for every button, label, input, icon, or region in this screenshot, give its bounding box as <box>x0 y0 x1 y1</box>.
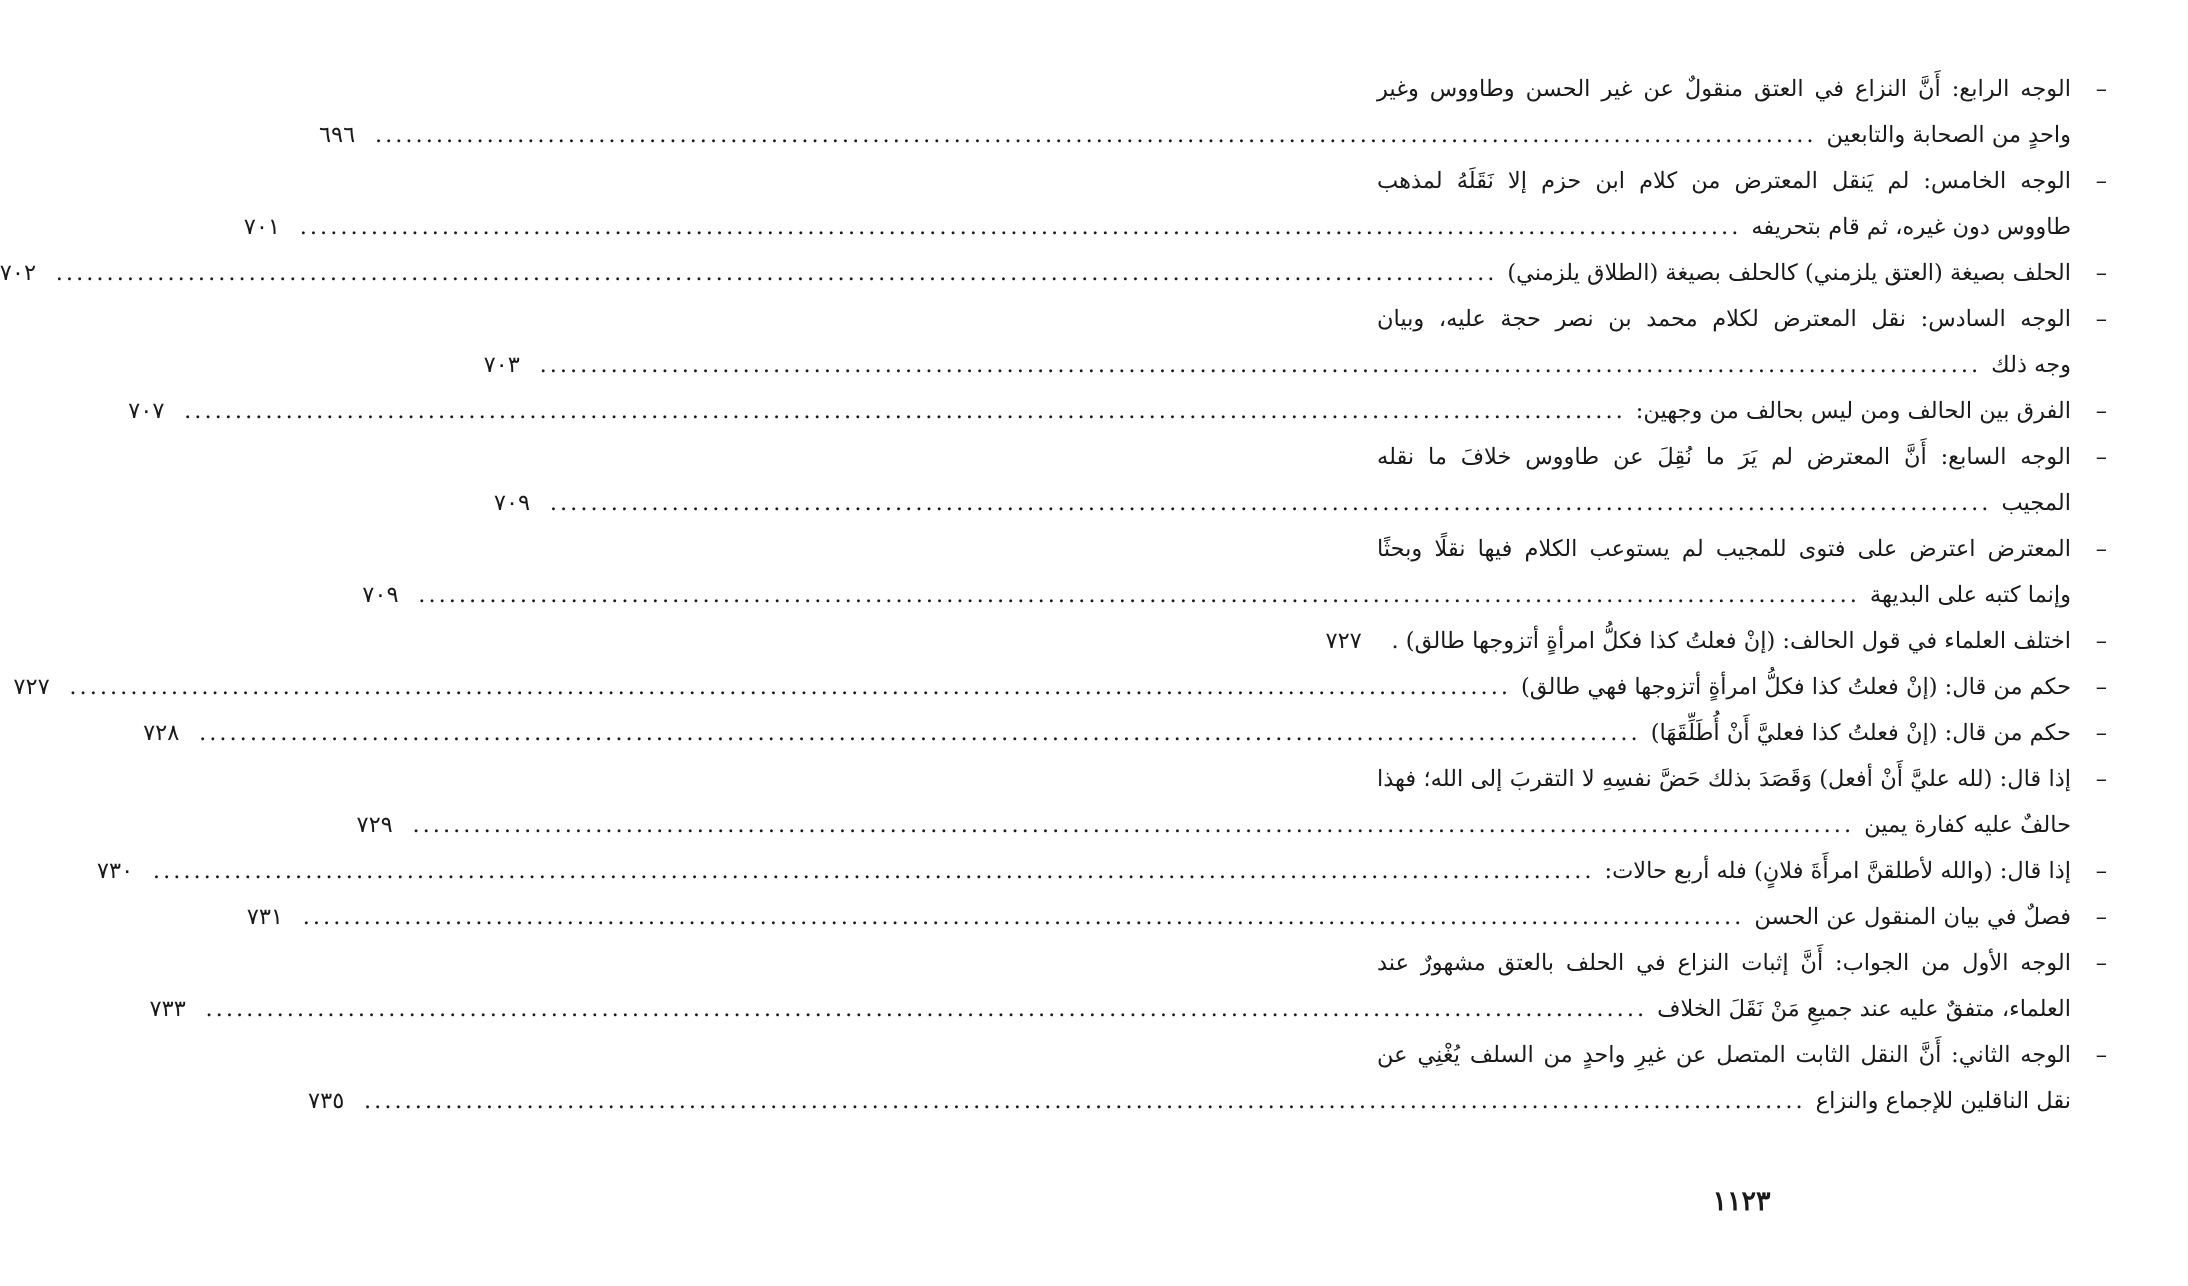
leader-dots: .............................................................................................................................................. <box>299 214 1742 240</box>
index-entry: – حكم من قال: (إنْ فعلتُ كذا فكلُّ امرأةٍ أتزوجها فهي طالق) .............................................................................................................................................. ٧٢٧ <box>1377 664 2107 710</box>
index-entry: – الوجه السادس: نقل المعترض لكلام محمد بن نصر حجة عليه، وبيان وجه ذلك .............................................................................................................................................. ٧٠٣ <box>1377 296 2107 388</box>
entry-text-line: إذا قال: (لله عليَّ أَنْ أفعل) وَقَصَدَ بذلك حَضَّ نفسِهِ لا التقربَ إلى الله؛ فهذا <box>1377 766 2071 792</box>
entry-page-number: ٧٢٧ <box>1325 628 1362 654</box>
index-entry: – إذا قال: (والله لأطلقنَّ امرأَةَ فلانٍ) فله أربع حالات: .............................................................................................................................................. ٧٣٠ <box>1377 848 2107 894</box>
leader-dots: .............................................................................................................................................. <box>152 858 1595 884</box>
entry-page-number: ٧٠٩ <box>493 490 531 516</box>
leader-dots: .............................................................................................................................................. <box>412 812 1855 838</box>
entry-text-line: فصلٌ في بيان المنقول عن الحسن <box>1754 904 2071 930</box>
entry-page-number: ٧٣١ <box>246 904 283 930</box>
entry-page-number: ٧٣٠ <box>96 858 134 884</box>
index-entry: – فصلٌ في بيان المنقول عن الحسن .............................................................................................................................................. ٧٣١ <box>1377 894 2107 940</box>
leader-dots: .............................................................................................................................................. <box>55 260 1498 286</box>
entry-page-number: ٧٠٣ <box>483 352 520 378</box>
entry-text-line: حكم من قال: (إنْ فعلتُ كذا فكلُّ امرأةٍ أتزوجها فهي طالق) <box>1521 674 2071 700</box>
entry-page-number: ٧٣٥ <box>308 1088 345 1114</box>
entry-page-number: ٧٠١ <box>243 214 281 240</box>
entry-page-number: ٧٢٧ <box>13 674 50 700</box>
index-entry: – الوجه الثاني: أَنَّ النقل الثابت المتصل عن غيرِ واحدٍ من السلف يُغْنِي عن نقل الناقلين للإجماع والنزاع .............................................................................................................................................. ٧٣٥ <box>1377 1032 2107 1124</box>
index-entry: – الوجه الرابع: أَنَّ النزاع في العتق منقولٌ عن غير الحسن وطاووس وغير واحدٍ من الصحابة والتابعين .............................................................................................................................................. ٦٩٦ <box>1377 66 2107 158</box>
index-entry: – المعترض اعترض على فتوى للمجيب لم يستوعب الكلام فيها نقلًا وبحثًا وإنما كتبه على البديهة .............................................................................................................................................. ٧٠٩ <box>1377 526 2107 618</box>
entry-page-number: ٧٠٩ <box>362 582 399 608</box>
leader-dots: .............................................................................................................................................. <box>364 1088 1806 1114</box>
index-entry: – الحلف بصيغة (العتق يلزمني) كالحلف بصيغة (الطلاق يلزمني) .............................................................................................................................................. ٧٠٢ <box>1377 250 2107 296</box>
entry-text-line: وإنما كتبه على البديهة <box>1869 582 2071 608</box>
entry-text-line: إذا قال: (والله لأطلقنَّ امرأَةَ فلانٍ) فله أربع حالات: <box>1604 858 2071 884</box>
entry-text-line: العلماء، متفقٌ عليه عند جميعِ مَنْ نَقَلَ الخلاف <box>1657 996 2071 1022</box>
index-list <box>0 66 2107 1124</box>
entry-text-line: وجه ذلك <box>1991 352 2071 378</box>
entry-page-number: ٧٢٨ <box>143 720 180 746</box>
leader-dots: .............................................................................................................................................. <box>199 720 1641 746</box>
entry-text-line: الوجه السابع: أَنَّ المعترض لم يَرَ ما نُقِلَ عن طاووس خلافَ ما نقله <box>1377 444 2071 470</box>
leader-dots: .............................................................................................................................................. <box>302 904 1745 930</box>
index-entry: – الوجه الخامس: لم يَنقل المعترض من كلام ابن حزم إلا نَقَلَهُ لمذهب طاووس دون غيره، ثم قام بتحريفه .............................................................................................................................................. ٧٠١ <box>1377 158 2107 250</box>
entry-text-line: اختلف العلماء في قول الحالف: (إنْ فعلتُ كذا فكلُّ امرأةٍ أتزوجها طالق) . <box>1391 628 2071 654</box>
entry-text-line: الوجه الخامس: لم يَنقل المعترض من كلام ابن حزم إلا نَقَلَهُ لمذهب <box>1377 168 2071 194</box>
entry-text-line: الوجه الثاني: أَنَّ النقل الثابت المتصل عن غيرِ واحدٍ من السلف يُغْنِي عن <box>1377 1042 2071 1068</box>
entry-page-number: ٧٣٣ <box>149 996 186 1022</box>
entry-text-line: حالفٌ عليه كفارة يمين <box>1864 812 2071 838</box>
entry-page-number: ٧٠٢ <box>0 260 37 286</box>
entry-text-line: طاووس دون غيره، ثم قام بتحريفه <box>1751 214 2071 240</box>
entry-text-line: الحلف بصيغة (العتق يلزمني) كالحلف بصيغة (الطلاق يلزمني) <box>1507 260 2071 286</box>
entry-text-line: حكم من قال: (إنْ فعلتُ كذا فعليَّ أَنْ أُطَلِّقَهَا) <box>1650 720 2071 746</box>
leader-dots: .............................................................................................................................................. <box>418 582 1860 608</box>
leader-dots: .............................................................................................................................................. <box>205 996 1648 1022</box>
entry-page-number: ٧٠٧ <box>128 398 165 424</box>
entry-text-line: واحدٍ من الصحابة والتابعين <box>1826 122 2071 148</box>
leader-dots: .............................................................................................................................................. <box>374 122 1817 148</box>
index-entry: – حكم من قال: (إنْ فعلتُ كذا فعليَّ أَنْ أُطَلِّقَهَا) .............................................................................................................................................. ٧٢٨ <box>1377 710 2107 756</box>
leader-dots: .............................................................................................................................................. <box>184 398 1626 424</box>
leader-dots: .............................................................................................................................................. <box>549 490 1992 516</box>
index-entry: – الفرق بين الحالف ومن ليس بحالف من وجهين: .............................................................................................................................................. ٧٠٧ <box>1377 388 2107 434</box>
leader-dots: .............................................................................................................................................. <box>539 352 1982 378</box>
entry-text-line: الوجه الرابع: أَنَّ النزاع في العتق منقولٌ عن غير الحسن وطاووس وغير <box>1377 76 2071 102</box>
entry-text-line: الوجه السادس: نقل المعترض لكلام محمد بن نصر حجة عليه، وبيان <box>1377 306 2071 332</box>
entry-text-line: المعترض اعترض على فتوى للمجيب لم يستوعب الكلام فيها نقلًا وبحثًا <box>1377 536 2071 562</box>
leader-dots: .............................................................................................................................................. <box>69 674 1512 700</box>
page-number: ١١٢٣ <box>1712 1186 1771 1217</box>
entry-page-number: ٧٢٩ <box>356 812 393 838</box>
index-entry: – الوجه الأول من الجواب: أَنَّ إثبات النزاع في الحلف بالعتق مشهورٌ عند العلماء، متفقٌ عليه عند جميعِ مَنْ نَقَلَ الخلاف .............................................................................................................................................. ٧٣٣ <box>1377 940 2107 1032</box>
index-entry: – الوجه السابع: أَنَّ المعترض لم يَرَ ما نُقِلَ عن طاووس خلافَ ما نقله المجيب .............................................................................................................................................. ٧٠٩ <box>1377 434 2107 526</box>
entry-text-line: المجيب <box>2001 490 2071 516</box>
entry-page-number: ٦٩٦ <box>318 122 356 148</box>
entry-text-line: الفرق بين الحالف ومن ليس بحالف من وجهين: <box>1635 398 2071 424</box>
index-entry: – اختلف العلماء في قول الحالف: (إنْ فعلتُ كذا فكلُّ امرأةٍ أتزوجها طالق) . ٧٢٧ <box>1377 618 2107 664</box>
entry-text-line: نقل الناقلين للإجماع والنزاع <box>1815 1088 2071 1114</box>
entry-text-line: الوجه الأول من الجواب: أَنَّ إثبات النزاع في الحلف بالعتق مشهورٌ عند <box>1377 950 2071 976</box>
index-entry: – إذا قال: (لله عليَّ أَنْ أفعل) وَقَصَدَ بذلك حَضَّ نفسِهِ لا التقربَ إلى الله؛ فهذا حالفٌ عليه كفارة يمين .............................................................................................................................................. ٧٢٩ <box>1377 756 2107 848</box>
